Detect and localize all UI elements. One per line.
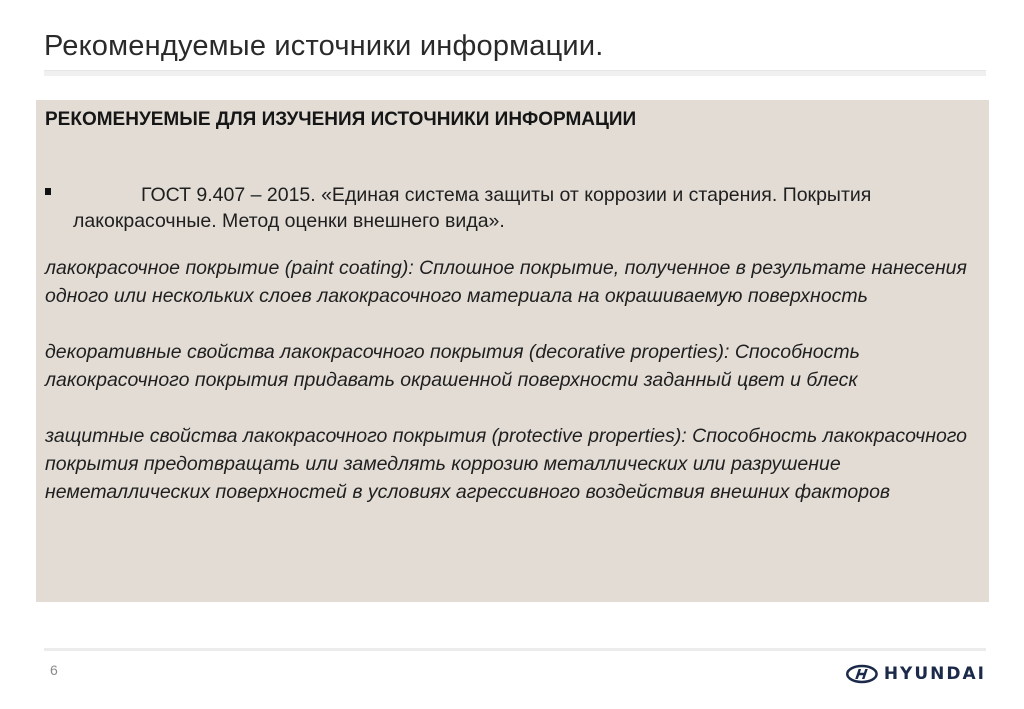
footer-divider: [44, 648, 986, 651]
definition-paint-coating: лакокрасочное покрытие (paint coating): Сплошное покрытие, полученное в результате нанесения одного или нескольких слоев лакокрасочного материала на окрашиваемую поверхность: [45, 257, 967, 307]
sources-box: [36, 100, 989, 602]
source-bullet-item: [45, 182, 979, 234]
bullet-icon: [45, 188, 51, 195]
sources-heading: РЕКОМЕНУЕМЫЕ ДЛЯ ИЗУЧЕНИЯ ИСТОЧНИКИ ИНФОРМАЦИИ: [45, 109, 637, 130]
source-bullet-text: ГОСТ 9.407 – 2015. «Единая система защиты от коррозии и старения. Покрытия лакокрасочные. Метод оценки внешнего вида».: [73, 184, 872, 232]
definition-protective-properties: защитные свойства лакокрасочного покрытия (protective properties): Способность лакокрасочного покрытия предотвращать или замедлять коррозию металлических или разрушение неметаллических поверхностей в условиях агрессивного воздействия внешних факторов: [45, 425, 968, 503]
page-number: 6: [50, 662, 58, 678]
slide-title: Рекомендуемые источники информации.: [44, 30, 604, 62]
hyundai-logo: [846, 662, 986, 686]
definition-decorative-properties: декоративные свойства лакокрасочного покрытия (decorative properties): Способность лакокрасочного покрытия придавать окрашенной поверхности заданный цвет и блеск: [45, 341, 860, 391]
title-divider: [44, 70, 986, 76]
hyundai-emblem-icon: [846, 663, 878, 685]
logo-wordmark: HYUNDAI: [883, 664, 986, 684]
